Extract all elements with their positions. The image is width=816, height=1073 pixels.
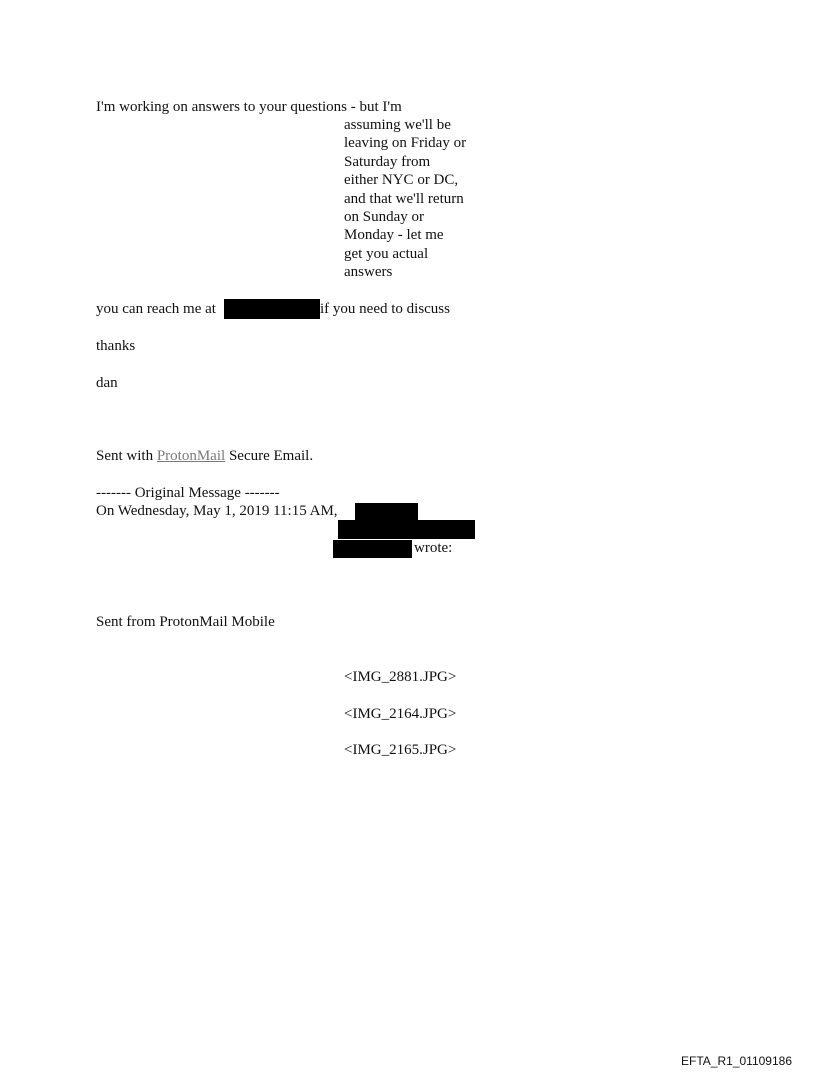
sent-with-suffix: Secure Email. <box>228 448 314 464</box>
redaction-box <box>338 520 475 539</box>
sent-from-mobile: Sent from ProtonMail Mobile <box>96 614 275 630</box>
reach-prefix: you can reach me at <box>96 301 216 317</box>
original-message-on-line: On Wednesday, May 1, 2019 11:15 AM, <box>96 503 338 519</box>
original-message-header: ------- Original Message ------- <box>96 485 280 501</box>
body-wrapped-line: and that we'll return <box>344 190 464 207</box>
attachment-item[interactable]: <IMG_2881.JPG> <box>344 669 457 685</box>
body-wrapped-line: either NYC or DC, <box>344 172 459 189</box>
body-wrapped-line: assuming we'll be <box>344 117 451 133</box>
attachment-item[interactable]: <IMG_2165.JPG> <box>344 742 457 758</box>
reach-suffix: if you need to discuss <box>320 301 450 317</box>
body-wrapped-line: answers <box>344 264 393 281</box>
body-wrapped-text <box>344 116 466 282</box>
body-first-line: I'm working on answers to your questions - but I'm <box>96 99 402 115</box>
document-id: EFTA_R1_01109186 <box>681 1054 792 1068</box>
signature: dan <box>96 375 118 391</box>
sent-with-line <box>96 447 313 465</box>
redaction-box <box>224 299 320 319</box>
redaction-box <box>333 540 412 558</box>
redaction-box <box>355 503 418 521</box>
body-wrapped-line: Saturday from <box>344 153 431 170</box>
closing-text: thanks <box>96 338 136 354</box>
body-wrapped-line: leaving on Friday or <box>344 135 467 152</box>
wrote-text: wrote: <box>414 540 453 556</box>
body-wrapped-line: Monday - let me <box>344 227 444 244</box>
sent-with-prefix: Sent with <box>96 448 154 464</box>
protonmail-link[interactable]: ProtonMail <box>156 448 226 464</box>
body-wrapped-line: get you actual <box>344 245 429 262</box>
body-wrapped-line: on Sunday or <box>344 209 424 226</box>
attachment-item[interactable]: <IMG_2164.JPG> <box>344 706 457 722</box>
